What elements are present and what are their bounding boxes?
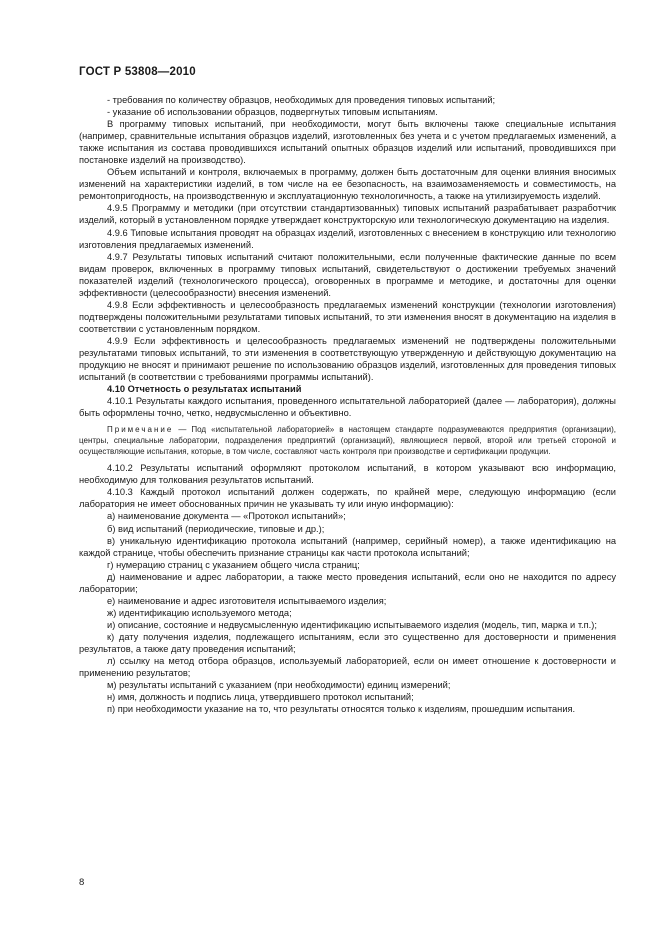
list-item: н) имя, должность и подпись лица, утвердившего протокол испытаний; xyxy=(107,692,414,703)
list-item: е) наименование и адрес изготовителя испытываемого изделия; xyxy=(107,595,387,606)
clause-4-9-8: 4.9.8 Если эффективность и целесообразность предлагаемых изменений конструкции (технологии изготовления) подтверждены положительными результатами типовых испытаний, то эти изменения вносят в документацию на изделия в соответствии с установленным порядком. xyxy=(79,299,616,334)
clause-4-9-5: 4.9.5 Программу и методики (при отсутствии стандартизованных) типовых испытаний разрабатывает разработчик изделий, который в установленном порядке утверждает конструкторскую или технологическую документацию на изделия. xyxy=(79,203,616,226)
clause-4-9-7: 4.9.7 Результаты типовых испытаний считают положительными, если полученные фактические данные по всем видам проверок, включенных в программу типовых испытаний, свидетельствуют о достижении требуемых значений показателей изделий (технологического процесса), оговоренных в программе и методике, и достаточны для оценки эффективности (целесообразности) внесения изменений. xyxy=(79,251,616,298)
list-item: м) результаты испытаний с указанием (при необходимости) единиц измерений; xyxy=(107,680,451,691)
paragraph: В программу типовых испытаний, при необходимости, могут быть включены также специальные испытания (например, сравнительные испытания образцов изделий, изготовленных без учета и с учетом предлагаемых изменений, а также испытания из состава проводившихся испытаний опытных образцов изделий или испытаний, проводившихся при постановке изделий на производство). xyxy=(79,119,616,166)
list-item: а) наименование документа — «Протокол испытаний»; xyxy=(107,511,346,522)
list-item-dash: - требования по количеству образцов, необходимых для проведения типовых испытаний; xyxy=(107,95,496,105)
standard-header: ГОСТ Р 53808—2010 xyxy=(79,66,196,78)
clause-4-10-1: 4.10.1 Результаты каждого испытания, проведенного испытательной лабораторией (далее — лаборатория), должны быть оформлены точно, четко, недвусмысленно и объективно. xyxy=(79,396,616,419)
list-item: л) ссылку на метод отбора образцов, используемый лабораторией, если он имеет отношение к достоверности и применению результатов; xyxy=(79,656,616,679)
clause-4-10-3: 4.10.3 Каждый протокол испытаний должен содержать, по крайней мере, следующую информацию (если лаборатория не имеет обоснованных причин не указывать ту или иную информацию): xyxy=(79,487,616,510)
clause-4-9-9: 4.9.9 Если эффективность и целесообразность предлагаемых изменений не подтверждены положительными результатами типовых испытаний, то эти изменения в соответствующую утвержденную и действующую документацию на продукцию не вносят и принимают решение по использованию образцов изделий, изготовленных для проведения типовых испытаний (в соответствии с требованиями программы испытаний). xyxy=(79,335,616,383)
list-item: ж) идентификацию используемого метода; xyxy=(107,607,292,618)
document-body xyxy=(79,94,616,715)
clause-4-10-2: 4.10.2 Результаты испытаний оформляют протоколом испытаний, в котором указывают всю информацию, необходимую для толкования результатов испытаний. xyxy=(79,463,616,486)
list-item: б) вид испытаний (периодические, типовые и др.); xyxy=(107,523,325,534)
list-item-dash: - указание об использовании образцов, подвергнутых типовым испытаниям. xyxy=(107,107,438,118)
note xyxy=(79,424,616,457)
list-item: д) наименование и адрес лаборатории, а также место проведения испытаний, если оно не находится по адресу лаборатории; xyxy=(79,571,616,594)
list-item: п) при необходимости указание на то, что результаты относятся только к изделиям, прошедшим испытания. xyxy=(107,704,576,715)
clause-4-9-6: 4.9.6 Типовые испытания проводят на образцах изделий, изготовленных с внесением в конструкцию или технологию изготовления предлагаемых изменений. xyxy=(79,227,616,250)
list-item: в) уникальную идентификацию протокола испытаний (например, серийный номер), а также идентификацию на каждой странице, чтобы обеспечить признание страницы как части протокола испытаний; xyxy=(79,535,616,558)
list-item: к) дату получения изделия, подлежащего испытаниям, если это существенно для достоверности и применения результатов, а также дату проведения испытаний; xyxy=(79,631,616,654)
section-heading-4-10: 4.10 Отчетность о результатах испытаний xyxy=(107,384,302,395)
list-item: г) нумерацию страниц с указанием общего числа страниц; xyxy=(107,559,360,570)
list-item: и) описание, состояние и недвусмысленную идентификацию испытываемого изделия (модель, тип, марка и т.п.); xyxy=(107,619,597,630)
note-label: Примечание xyxy=(107,425,174,435)
page-number: 8 xyxy=(79,877,85,888)
paragraph: Объем испытаний и контроля, включаемых в программу, должен быть достаточным для оценки влияния вносимых изменений на характеристики изделий, в том числе на ее безопасность, на взаимозаменяемость и совместимость, на ремонтопригодность, на производственную и эксплуатационную технологичность, а также на утилизируемость изделий. xyxy=(79,167,616,202)
note-text: — Под «испытательной лабораторией» в настоящем стандарте подразумеваются предприятия (организации), центры, специальные лаборатории, подразделения предприятий (организаций), являющиеся первой, второй или третьей стороной и осуществляющие испытания, которые, в том числе, составляют часть контроля при производстве и сертификации продукции. xyxy=(79,425,616,457)
